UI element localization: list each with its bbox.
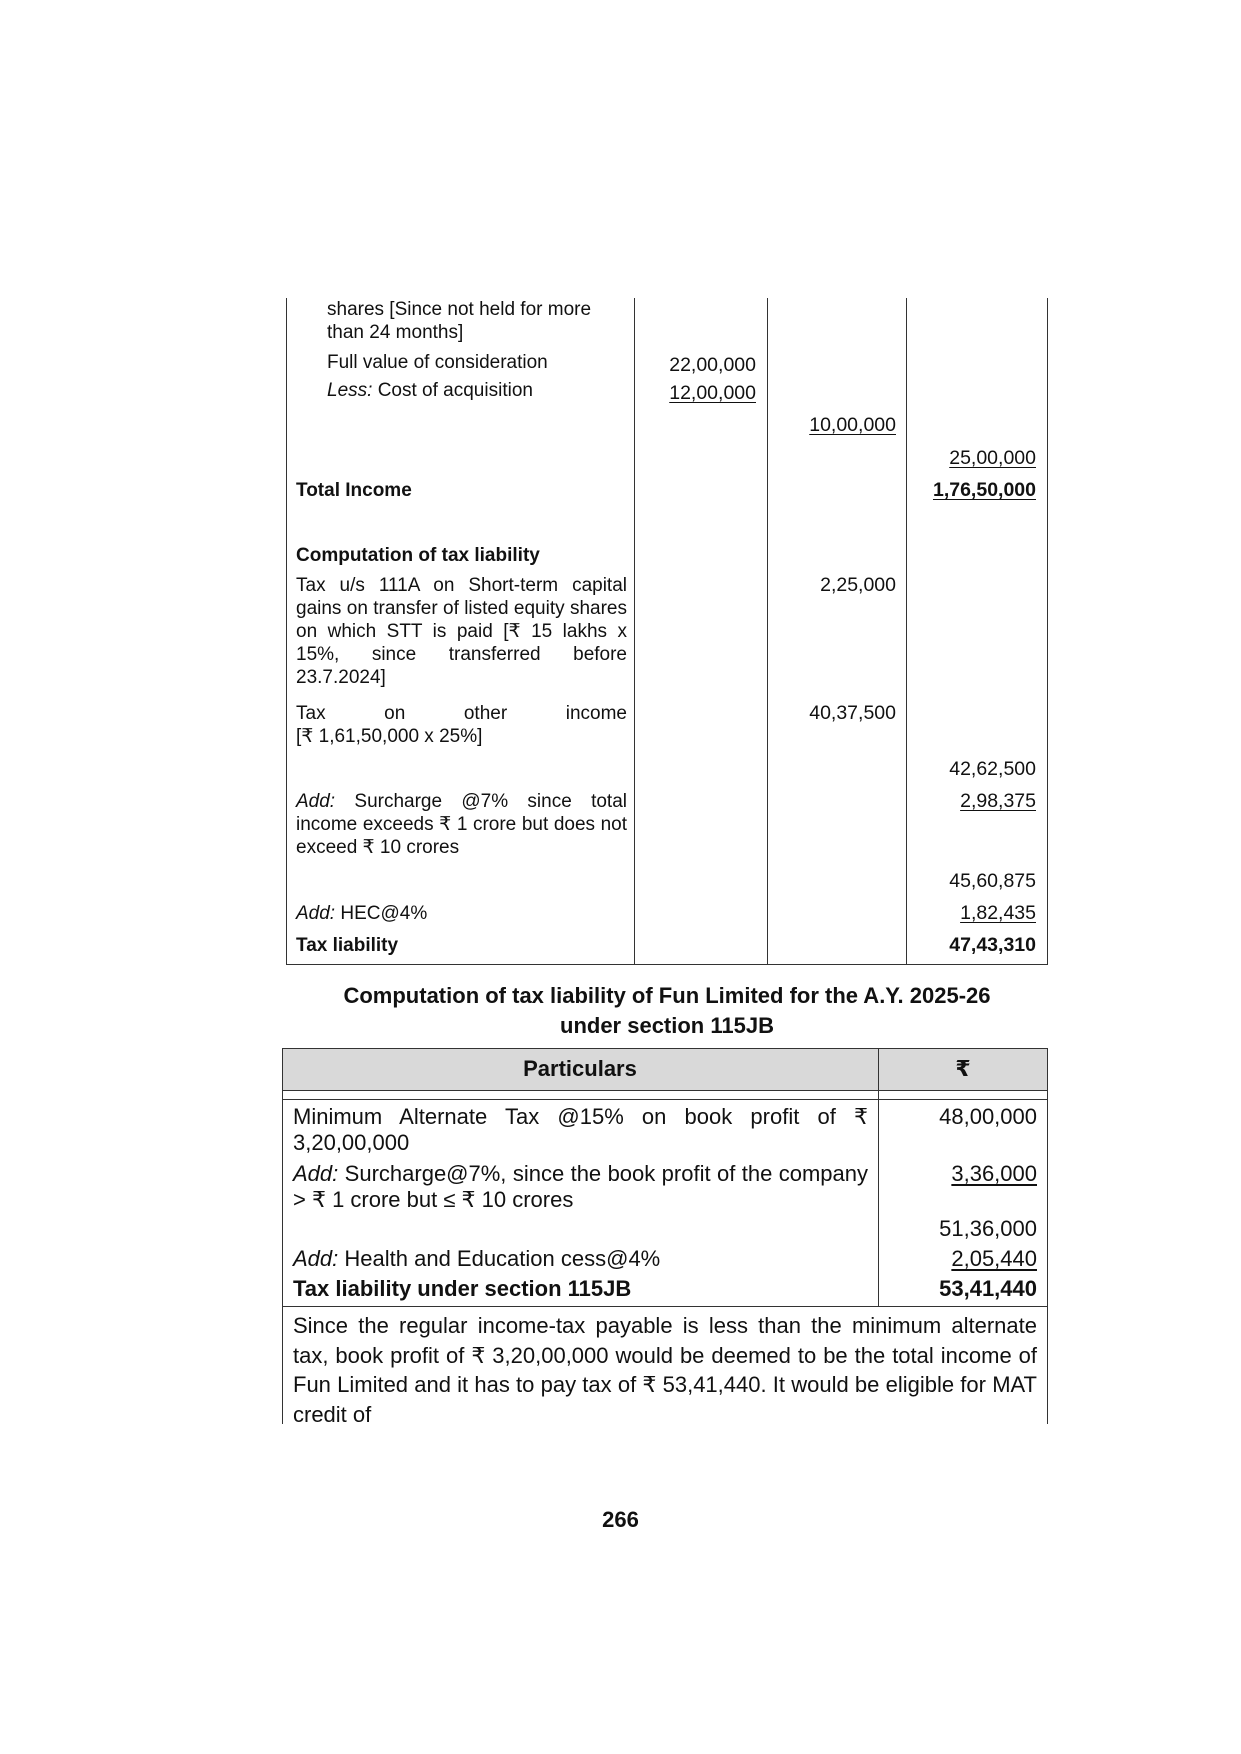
tax-other-income-description xyxy=(296,702,627,748)
table-border-right xyxy=(1047,1048,1048,1424)
table-border-left xyxy=(286,298,287,965)
hec-amount: 1,82,435 xyxy=(960,902,1036,924)
subtotal-1: 42,62,500 xyxy=(949,758,1036,780)
total-label: Tax liability under section 115JB xyxy=(293,1276,632,1301)
page-number: 266 xyxy=(602,1507,639,1532)
computation-heading: Computation of tax liability xyxy=(296,545,540,566)
total-income-label: Total Income xyxy=(296,480,412,501)
tax-111a-amount: 2,25,000 xyxy=(820,574,896,596)
surcharge-description: Surcharge@7%, since the book profit of the company > ₹ 1 crore but ≤ ₹ 10 crores xyxy=(293,1161,868,1212)
particulars-header: Particulars xyxy=(523,1056,637,1081)
surcharge-row xyxy=(293,1161,868,1213)
total-row-divider xyxy=(282,1306,1048,1307)
tax-other-line2: [₹ 1,61,50,000 x 25%] xyxy=(296,726,483,747)
add-label: Add: xyxy=(296,791,336,812)
add-label: Add: xyxy=(293,1161,339,1186)
tax-computation-table xyxy=(286,298,1048,965)
total-income-amount: 1,76,50,000 xyxy=(932,479,1036,501)
section-heading-line2: under section 115JB xyxy=(560,1013,774,1038)
tax-other-line1: Tax on other income xyxy=(296,703,627,724)
table-border-left xyxy=(282,1048,283,1424)
cess-amount: 2,05,440 xyxy=(951,1246,1037,1271)
total-amount: 53,41,440 xyxy=(939,1276,1037,1301)
mat-description: Minimum Alternate Tax @15% on book profit of ₹ 3,20,00,000 xyxy=(293,1104,868,1155)
tax-liability-amount: 47,43,310 xyxy=(949,934,1036,956)
full-value-amount: 22,00,000 xyxy=(669,354,756,376)
hec-row xyxy=(296,902,626,925)
table-border-right xyxy=(1047,298,1048,965)
section-heading-line1: Computation of tax liability of Fun Limited for the A.Y. 2025-26 xyxy=(343,983,991,1008)
tax-111a-description: Tax u/s 111A on Short-term capital gains on transfer of listed equity shares on which STT is paid [₹ 15 lakhs x 15%, since transferred before 23.7.2024] xyxy=(296,575,627,688)
tax-other-income-amount: 40,37,500 xyxy=(809,702,896,724)
shares-description: shares [Since not held for more than 24 months] xyxy=(327,299,592,343)
header-divider xyxy=(282,1090,1048,1091)
add-label: Add: xyxy=(293,1246,339,1271)
cost-amount: 12,00,000 xyxy=(669,382,756,404)
surcharge-row xyxy=(296,790,627,859)
mat-computation-table xyxy=(282,1048,1048,1427)
cess-row xyxy=(293,1246,868,1272)
surcharge-amount: 2,98,375 xyxy=(960,790,1036,812)
table-column-divider xyxy=(906,298,907,965)
surcharge-amount: 3,36,000 xyxy=(951,1161,1037,1186)
mat-amount: 48,00,000 xyxy=(939,1104,1037,1129)
capital-gains-total: 25,00,000 xyxy=(949,447,1036,469)
tax-liability-label: Tax liability xyxy=(296,935,399,956)
full-value-label: Full value of consideration xyxy=(327,352,548,373)
surcharge-description: Surcharge @7% since total income exceeds ₹ 1 crore but does not exceed ₹ 10 crores xyxy=(296,791,628,858)
table-column-divider xyxy=(634,298,635,965)
rupee-header: ₹ xyxy=(955,1056,971,1081)
table-column-divider xyxy=(767,298,768,965)
hec-description: HEC@4% xyxy=(340,903,428,924)
ltcg-amount: 10,00,000 xyxy=(809,414,896,436)
table-column-divider xyxy=(878,1048,879,1306)
cost-of-acquisition-row xyxy=(327,379,627,402)
subtotal-2: 45,60,875 xyxy=(949,870,1036,892)
subtotal: 51,36,000 xyxy=(939,1216,1037,1241)
cost-label: Cost of acquisition xyxy=(377,380,533,401)
table-border-bottom xyxy=(286,964,1048,965)
add-label: Add: xyxy=(296,903,336,924)
less-label: Less: xyxy=(327,380,373,401)
table-border-top xyxy=(282,1048,1048,1049)
conclusion-paragraph: Since the regular income-tax payable is less than the minimum alternate tax, book profit of ₹ 3,20,00,000 would be deemed to be the total income of Fun Limited and it has to pay tax of ₹ 53,41,440. It would be eligible for MAT credit of xyxy=(293,1313,1037,1427)
cess-description: Health and Education cess@4% xyxy=(344,1246,661,1271)
header-divider xyxy=(282,1099,1048,1100)
